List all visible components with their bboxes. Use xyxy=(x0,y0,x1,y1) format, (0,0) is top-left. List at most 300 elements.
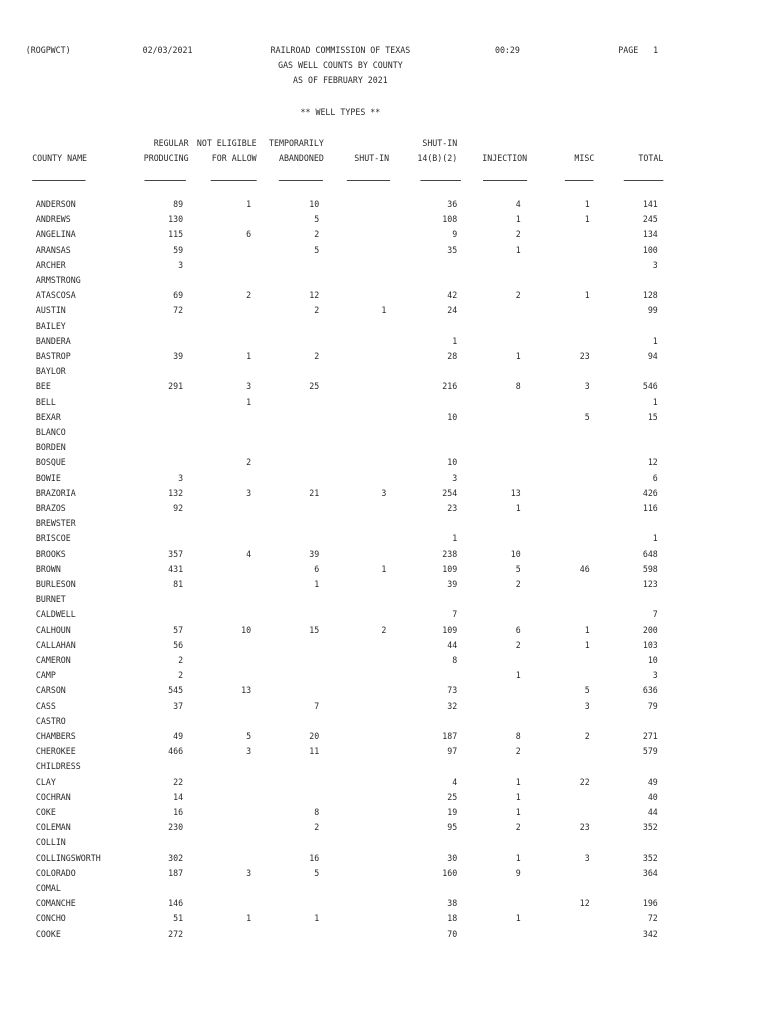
cell-injection: 1 xyxy=(515,808,521,818)
column-header-regular-1: REGULAR xyxy=(153,139,189,149)
column-header-injection: INJECTION xyxy=(482,154,528,164)
cell-shut-in-14b2: 254 xyxy=(442,488,458,499)
cell-county: BRISCOE xyxy=(35,534,71,545)
table-row xyxy=(0,289,770,304)
cell-total: 79 xyxy=(647,701,658,712)
cell-county: BREWSTER xyxy=(35,519,76,530)
column-header-not-eligible-2: FOR ALLOW xyxy=(211,154,257,164)
cell-temp-abandoned: 2 xyxy=(314,352,320,362)
table-row xyxy=(0,791,770,806)
cell-shut-in-14b2: 39 xyxy=(447,580,458,590)
cell-county: BROWN xyxy=(35,564,61,575)
cell-county: BOSQUE xyxy=(35,458,66,469)
table-row xyxy=(0,502,770,517)
cell-injection: 1 xyxy=(515,352,521,362)
table-row xyxy=(0,639,770,654)
cell-shut-in-14b2: 36 xyxy=(447,200,458,210)
cell-injection: 10 xyxy=(510,549,521,560)
cell-shut-in-14b2: 4 xyxy=(452,777,458,788)
cell-injection: 2 xyxy=(515,291,521,302)
cell-regular: 57 xyxy=(173,625,184,636)
cell-total: 342 xyxy=(642,929,658,940)
cell-total: 546 xyxy=(642,382,658,393)
cell-regular: 49 xyxy=(173,732,184,742)
cell-regular: 272 xyxy=(168,929,184,940)
cell-temp-abandoned: 15 xyxy=(309,625,320,636)
cell-county: CLAY xyxy=(35,777,56,788)
table-row xyxy=(0,608,770,623)
cell-county: CAMERON xyxy=(35,656,71,666)
cell-temp-abandoned: 11 xyxy=(309,747,320,758)
table-row xyxy=(0,624,770,639)
cell-not-eligible: 5 xyxy=(246,732,252,742)
cell-county: ARCHER xyxy=(35,260,66,271)
cell-total: 3 xyxy=(652,671,658,682)
table-row xyxy=(0,867,770,882)
cell-county: COOKE xyxy=(35,929,61,940)
cell-total: 116 xyxy=(642,504,658,514)
table-row xyxy=(0,836,770,851)
cell-misc: 1 xyxy=(584,625,590,636)
cell-injection: 9 xyxy=(515,868,521,879)
column-header-county: COUNTY NAME xyxy=(32,154,88,164)
report-time: 00:29 xyxy=(494,46,520,56)
cell-temp-abandoned: 12 xyxy=(309,291,320,302)
cell-temp-abandoned: 16 xyxy=(309,853,320,864)
table-row xyxy=(0,593,770,608)
cell-shut-in-14b2: 10 xyxy=(447,458,458,469)
cell-regular: 92 xyxy=(173,504,184,514)
cell-total: 1 xyxy=(652,336,658,347)
table-row xyxy=(0,806,770,821)
cell-county: ANGELINA xyxy=(35,230,76,241)
cell-regular: 39 xyxy=(173,352,184,362)
cell-total: 636 xyxy=(642,686,658,697)
header-rule-shut-in xyxy=(347,180,390,181)
cell-not-eligible: 4 xyxy=(246,549,252,560)
table-row xyxy=(0,852,770,867)
table-row xyxy=(0,350,770,365)
column-header-regular-2: PRODUCING xyxy=(143,154,189,164)
report-title-line1: RAILROAD COMMISSION OF TEXAS xyxy=(270,46,411,56)
cell-regular: 51 xyxy=(173,914,184,925)
cell-shut-in-14b2: 28 xyxy=(447,352,458,362)
table-row xyxy=(0,669,770,684)
table-row xyxy=(0,244,770,259)
table-row xyxy=(0,396,770,411)
table-row xyxy=(0,912,770,927)
table-row xyxy=(0,441,770,456)
cell-total: 200 xyxy=(642,625,658,636)
cell-county: BAYLOR xyxy=(35,367,66,378)
table-row xyxy=(0,776,770,791)
table-row xyxy=(0,684,770,699)
column-header-shut-in: SHUT-IN xyxy=(354,154,390,164)
cell-shut-in-14b2: 42 xyxy=(447,291,458,302)
cell-shut-in-14b2: 95 xyxy=(447,823,458,834)
cell-shut-in-14b2: 30 xyxy=(447,853,458,864)
cell-county: BAILEY xyxy=(35,321,66,332)
table-row xyxy=(0,380,770,395)
cell-shut-in-14b2: 23 xyxy=(447,504,458,514)
column-header-shut-in-14b2-1: SHUT-IN xyxy=(422,139,458,149)
cell-regular: 37 xyxy=(173,701,184,712)
table-row xyxy=(0,745,770,760)
cell-shut-in-14b2: 109 xyxy=(442,625,458,636)
cell-not-eligible: 1 xyxy=(246,914,252,925)
cell-county: BRAZORIA xyxy=(35,488,76,499)
cell-total: 44 xyxy=(647,808,658,818)
cell-injection: 5 xyxy=(515,564,521,575)
program-id: (ROGPWCT) xyxy=(25,46,71,56)
cell-total: 364 xyxy=(642,868,658,879)
cell-county: BOWIE xyxy=(35,473,61,484)
cell-total: 49 xyxy=(647,777,658,788)
table-row xyxy=(0,760,770,775)
report-title-line2: GAS WELL COUNTS BY COUNTY xyxy=(278,61,403,71)
cell-total: 352 xyxy=(642,853,658,864)
table-row xyxy=(0,700,770,715)
cell-county: BELL xyxy=(35,397,56,408)
column-header-total: TOTAL xyxy=(638,154,664,164)
table-row xyxy=(0,487,770,502)
cell-shut-in-14b2: 25 xyxy=(447,792,458,803)
column-header-temp-abandoned-1: TEMPORARILY xyxy=(268,139,324,149)
table-row xyxy=(0,563,770,578)
cell-injection: 2 xyxy=(515,230,521,241)
cell-county: COLLIN xyxy=(35,838,66,849)
cell-shut-in-14b2: 7 xyxy=(452,610,458,621)
cell-total: 123 xyxy=(642,580,658,590)
column-header-shut-in-14b2-2: 14(B)(2) xyxy=(417,154,458,164)
cell-not-eligible: 13 xyxy=(241,686,252,697)
table-row xyxy=(0,335,770,350)
cell-county: CARSON xyxy=(35,686,66,697)
column-header-temp-abandoned-2: ABANDONED xyxy=(278,154,324,164)
header-rule-not-eligible xyxy=(211,180,257,181)
cell-county: BLANCO xyxy=(35,428,66,438)
table-row xyxy=(0,213,770,228)
cell-county: AUSTIN xyxy=(35,306,66,317)
cell-shut-in-14b2: 1 xyxy=(452,534,458,545)
cell-regular: 69 xyxy=(173,291,184,302)
cell-county: ANDERSON xyxy=(35,200,76,210)
cell-county: COKE xyxy=(35,808,56,818)
cell-county: ATASCOSA xyxy=(35,291,76,302)
cell-total: 128 xyxy=(642,291,658,302)
cell-total: 72 xyxy=(647,914,658,925)
cell-shut-in-14b2: 3 xyxy=(452,473,458,484)
cell-temp-abandoned: 8 xyxy=(314,808,320,818)
cell-regular: 3 xyxy=(178,260,184,271)
cell-total: 103 xyxy=(642,640,658,651)
cell-shut-in-14b2: 238 xyxy=(442,549,458,560)
cell-county: BANDERA xyxy=(35,336,71,347)
cell-county: BURLESON xyxy=(35,580,76,590)
cell-injection: 2 xyxy=(515,747,521,758)
cell-injection: 1 xyxy=(515,914,521,925)
cell-temp-abandoned: 21 xyxy=(309,488,320,499)
report-title-line3: AS OF FEBRUARY 2021 xyxy=(293,76,388,86)
cell-regular: 187 xyxy=(168,868,184,879)
header-rule-county xyxy=(32,180,85,181)
cell-county: CAMP xyxy=(35,671,56,682)
cell-total: 100 xyxy=(642,245,658,256)
cell-not-eligible: 10 xyxy=(241,625,252,636)
cell-shut-in-14b2: 10 xyxy=(447,412,458,423)
table-row xyxy=(0,517,770,532)
header-rule-total xyxy=(624,180,664,181)
table-row xyxy=(0,320,770,335)
cell-injection: 2 xyxy=(515,640,521,651)
cell-shut-in: 2 xyxy=(381,625,387,636)
section-title: ** WELL TYPES ** xyxy=(300,108,381,118)
cell-misc: 46 xyxy=(579,564,590,575)
cell-shut-in-14b2: 108 xyxy=(442,215,458,226)
cell-regular: 357 xyxy=(168,549,184,560)
cell-regular: 115 xyxy=(168,230,184,241)
header-rule-misc xyxy=(565,180,594,181)
cell-injection: 1 xyxy=(515,215,521,226)
cell-regular: 230 xyxy=(168,823,184,834)
cell-not-eligible: 3 xyxy=(246,382,252,393)
cell-not-eligible: 1 xyxy=(246,352,252,362)
table-row xyxy=(0,928,770,943)
cell-regular: 16 xyxy=(173,808,184,818)
cell-misc: 3 xyxy=(584,701,590,712)
cell-county: CALHOUN xyxy=(35,625,71,636)
cell-temp-abandoned: 20 xyxy=(309,732,320,742)
cell-temp-abandoned: 5 xyxy=(314,215,320,226)
cell-total: 1 xyxy=(652,534,658,545)
cell-temp-abandoned: 2 xyxy=(314,230,320,241)
cell-shut-in-14b2: 97 xyxy=(447,747,458,758)
cell-county: BASTROP xyxy=(35,352,71,362)
cell-regular: 545 xyxy=(168,686,184,697)
table-row xyxy=(0,715,770,730)
cell-misc: 1 xyxy=(584,291,590,302)
cell-regular: 2 xyxy=(178,656,184,666)
cell-misc: 23 xyxy=(579,823,590,834)
cell-regular: 146 xyxy=(168,899,184,910)
cell-temp-abandoned: 1 xyxy=(314,580,320,590)
cell-total: 1 xyxy=(652,397,658,408)
cell-county: BEE xyxy=(35,382,51,393)
table-row xyxy=(0,456,770,471)
cell-injection: 1 xyxy=(515,245,521,256)
cell-shut-in-14b2: 216 xyxy=(442,382,458,393)
table-row xyxy=(0,654,770,669)
cell-temp-abandoned: 5 xyxy=(314,245,320,256)
cell-county: BORDEN xyxy=(35,443,66,454)
table-row xyxy=(0,259,770,274)
cell-county: ARMSTRONG xyxy=(35,276,81,286)
cell-regular: 14 xyxy=(173,792,184,803)
cell-total: 245 xyxy=(642,215,658,226)
cell-shut-in-14b2: 9 xyxy=(452,230,458,241)
cell-shut-in-14b2: 70 xyxy=(447,929,458,940)
cell-not-eligible: 1 xyxy=(246,397,252,408)
cell-injection: 1 xyxy=(515,777,521,788)
header-rule-injection xyxy=(483,180,527,181)
cell-shut-in-14b2: 160 xyxy=(442,868,458,879)
cell-not-eligible: 6 xyxy=(246,230,252,241)
cell-not-eligible: 2 xyxy=(246,291,252,302)
cell-temp-abandoned: 2 xyxy=(314,823,320,834)
cell-shut-in-14b2: 109 xyxy=(442,564,458,575)
cell-injection: 2 xyxy=(515,580,521,590)
cell-regular: 56 xyxy=(173,640,184,651)
cell-shut-in-14b2: 187 xyxy=(442,732,458,742)
cell-shut-in-14b2: 32 xyxy=(447,701,458,712)
cell-total: 12 xyxy=(647,458,658,469)
cell-regular: 22 xyxy=(173,777,184,788)
cell-county: COLORADO xyxy=(35,868,76,879)
cell-temp-abandoned: 25 xyxy=(309,382,320,393)
cell-injection: 8 xyxy=(515,382,521,393)
cell-regular: 81 xyxy=(173,580,184,590)
cell-shut-in-14b2: 8 xyxy=(452,656,458,666)
cell-temp-abandoned: 1 xyxy=(314,914,320,925)
cell-misc: 3 xyxy=(584,382,590,393)
cell-shut-in-14b2: 1 xyxy=(452,336,458,347)
table-row xyxy=(0,228,770,243)
cell-not-eligible: 1 xyxy=(246,200,252,210)
table-row xyxy=(0,472,770,487)
cell-total: 3 xyxy=(652,260,658,271)
cell-total: 426 xyxy=(642,488,658,499)
cell-total: 648 xyxy=(642,549,658,560)
page-number: PAGE 1 xyxy=(618,46,659,56)
table-row xyxy=(0,897,770,912)
cell-regular: 466 xyxy=(168,747,184,758)
cell-total: 7 xyxy=(652,610,658,621)
cell-not-eligible: 2 xyxy=(246,458,252,469)
cell-not-eligible: 3 xyxy=(246,868,252,879)
cell-temp-abandoned: 39 xyxy=(309,549,320,560)
cell-total: 134 xyxy=(642,230,658,241)
cell-county: COLLINGSWORTH xyxy=(35,853,101,864)
cell-county: COLEMAN xyxy=(35,823,71,834)
header-rule-regular xyxy=(144,180,185,181)
table-row xyxy=(0,274,770,289)
table-row xyxy=(0,365,770,380)
cell-shut-in: 1 xyxy=(381,306,387,317)
cell-county: COMAL xyxy=(35,884,61,894)
cell-misc: 1 xyxy=(584,215,590,226)
table-row xyxy=(0,882,770,897)
cell-shut-in-14b2: 19 xyxy=(447,808,458,818)
cell-temp-abandoned: 5 xyxy=(314,868,320,879)
cell-county: CALLAHAN xyxy=(35,640,76,651)
cell-county: ANDREWS xyxy=(35,215,71,226)
cell-misc: 12 xyxy=(579,899,590,910)
cell-injection: 1 xyxy=(515,504,521,514)
cell-injection: 8 xyxy=(515,732,521,742)
cell-total: 6 xyxy=(652,473,658,484)
cell-shut-in: 1 xyxy=(381,564,387,575)
cell-injection: 6 xyxy=(515,625,521,636)
cell-not-eligible: 3 xyxy=(246,488,252,499)
cell-injection: 13 xyxy=(510,488,521,499)
cell-misc: 3 xyxy=(584,853,590,864)
cell-shut-in-14b2: 73 xyxy=(447,686,458,697)
cell-injection: 1 xyxy=(515,853,521,864)
cell-county: BURNET xyxy=(35,595,66,606)
cell-temp-abandoned: 7 xyxy=(314,701,320,712)
cell-injection: 2 xyxy=(515,823,521,834)
cell-injection: 4 xyxy=(515,200,521,210)
cell-county: CASS xyxy=(35,701,56,712)
cell-shut-in: 3 xyxy=(381,488,387,499)
cell-shut-in-14b2: 38 xyxy=(447,899,458,910)
cell-misc: 2 xyxy=(584,732,590,742)
cell-total: 94 xyxy=(647,352,658,362)
cell-regular: 132 xyxy=(168,488,184,499)
cell-county: CASTRO xyxy=(35,716,66,727)
column-header-misc: MISC xyxy=(574,154,595,164)
cell-regular: 3 xyxy=(178,473,184,484)
table-row xyxy=(0,411,770,426)
cell-county: CALDWELL xyxy=(35,610,76,621)
cell-misc: 5 xyxy=(584,686,590,697)
cell-misc: 1 xyxy=(584,640,590,651)
cell-total: 598 xyxy=(642,564,658,575)
cell-shut-in-14b2: 35 xyxy=(447,245,458,256)
cell-county: BROOKS xyxy=(35,549,66,560)
header-rule-temp-abandoned xyxy=(279,180,323,181)
cell-total: 15 xyxy=(647,412,658,423)
table-row xyxy=(0,730,770,745)
cell-total: 352 xyxy=(642,823,658,834)
report-date: 02/03/2021 xyxy=(142,46,193,56)
cell-total: 196 xyxy=(642,899,658,910)
table-row xyxy=(0,532,770,547)
cell-county: ARANSAS xyxy=(35,245,71,256)
cell-misc: 5 xyxy=(584,412,590,423)
cell-total: 271 xyxy=(642,732,658,742)
cell-regular: 291 xyxy=(168,382,184,393)
cell-misc: 22 xyxy=(579,777,590,788)
cell-not-eligible: 3 xyxy=(246,747,252,758)
cell-county: CHILDRESS xyxy=(35,762,81,773)
cell-regular: 72 xyxy=(173,306,184,317)
cell-total: 10 xyxy=(647,656,658,666)
cell-county: COMANCHE xyxy=(35,899,76,910)
cell-total: 40 xyxy=(647,792,658,803)
cell-injection: 1 xyxy=(515,792,521,803)
cell-regular: 431 xyxy=(168,564,184,575)
table-row xyxy=(0,548,770,563)
cell-total: 99 xyxy=(647,306,658,317)
cell-injection: 1 xyxy=(515,671,521,682)
header-rule-shut-in-14b2 xyxy=(420,180,460,181)
cell-total: 579 xyxy=(642,747,658,758)
cell-misc: 23 xyxy=(579,352,590,362)
cell-regular: 89 xyxy=(173,200,184,210)
cell-regular: 2 xyxy=(178,671,184,682)
cell-shut-in-14b2: 44 xyxy=(447,640,458,651)
cell-shut-in-14b2: 18 xyxy=(447,914,458,925)
cell-total: 141 xyxy=(642,200,658,210)
cell-misc: 1 xyxy=(584,200,590,210)
cell-county: CONCHO xyxy=(35,914,66,925)
cell-temp-abandoned: 6 xyxy=(314,564,320,575)
cell-county: COCHRAN xyxy=(35,792,71,803)
cell-county: CHAMBERS xyxy=(35,732,76,742)
cell-regular: 130 xyxy=(168,215,184,226)
cell-temp-abandoned: 10 xyxy=(309,200,320,210)
